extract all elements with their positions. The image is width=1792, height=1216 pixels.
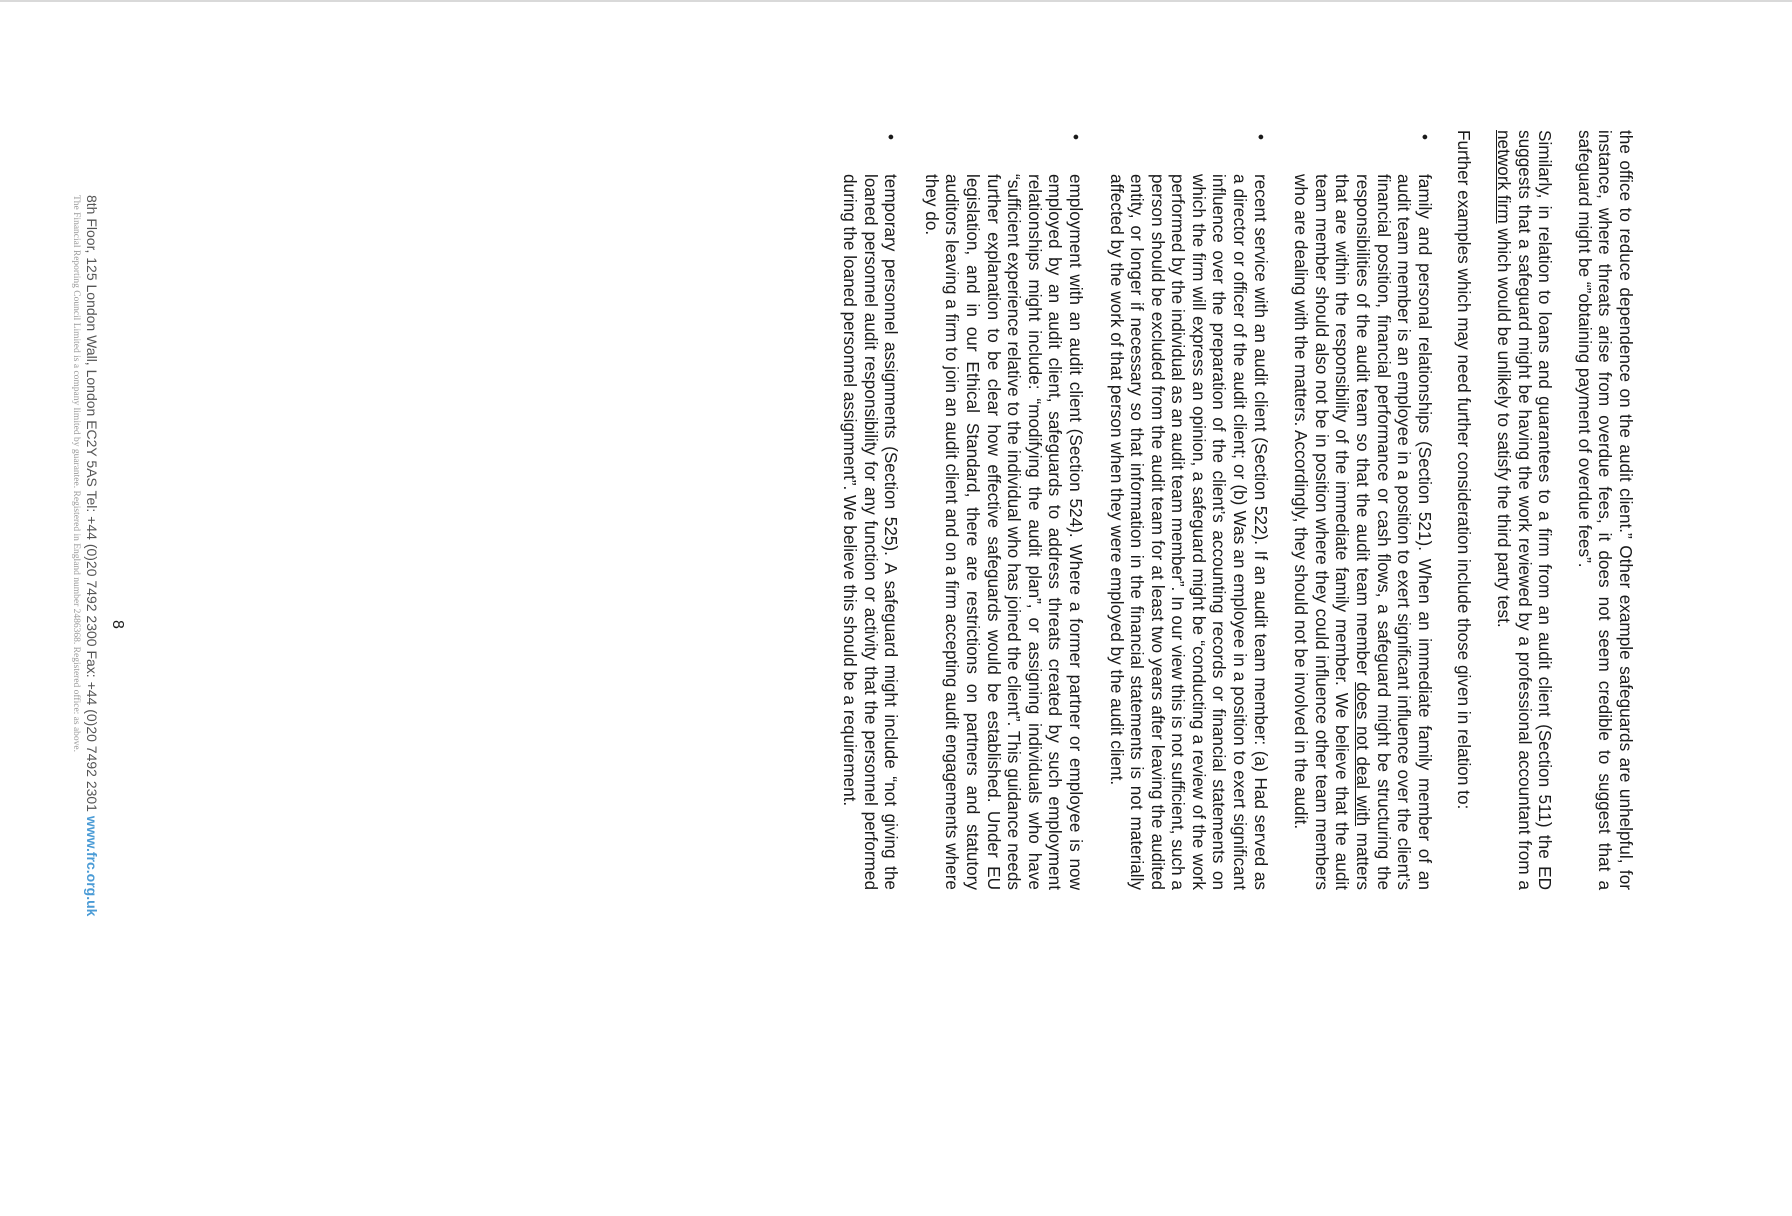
list-item-text: family and personal relationships (Section 521). When an immediate family member of an audit team member is an employee in a position to exert significant influence over the client’s financial position, financial performance or cash flows, a safeguard might be structuring the responsibilities of the audit team so that the audit team member [1353, 174, 1435, 890]
footer-contact-line [84, 195, 100, 1115]
list-item-recent-service [1106, 130, 1271, 890]
list-item-text-continued: matters that are within the responsibility of the immediate family member. We believe that the audit team member should also not be in position where they could influence other team members who are dealing with the matters. Accordingly, they should not be involved in the audit. [1291, 174, 1374, 890]
list-item-employment [921, 130, 1086, 890]
footer [68, 195, 100, 1115]
page-number: 8 [109, 620, 126, 629]
list-item-family-relationships [1291, 130, 1435, 890]
document-body [819, 130, 1636, 890]
list-item-text: recent service with an audit client (Section 522). If an audit team member: (a) Had served as a director or officer of the audit client; or (b) Was an employee in a position to exert significant influence over the preparation of the client’s accounting records or financial statements on which the firm will express an opinion, a safeguard might be “conducting a review of the work performed by the individual as an audit team member”. In our view this is not sufficient, such a person should be excluded from the audit team for at least two years after leaving the audited entity, or longer if necessary so that information in the financial statements is not materially affected by the work of that person when they were employed by the audit client. [1106, 174, 1271, 890]
similarly-paragraph [1493, 130, 1555, 890]
website-link[interactable]: www.frc.org.uk [84, 815, 100, 917]
bullet-icon: • [1250, 134, 1271, 141]
footer-legal-text: The Financial Reporting Council Limited is a company limited by guarantee. Registered in England number 2486368. Registered office: as above. [71, 195, 81, 753]
list-item-temporary-personnel [839, 130, 901, 890]
bullet-icon: • [1414, 134, 1435, 141]
footer-address: 8th Floor, 125 London Wall, London EC2Y 5AS Tel: +44 (0)20 7492 2300 Fax: +44 (0)20 7492 2301 [84, 195, 100, 816]
bullet-icon: • [881, 134, 902, 141]
examples-list [839, 130, 1434, 890]
list-item-text: employment with an audit client (Section 524). Where a former partner or employee is now employed by an audit client, safeguards to address threats created by such employment relationships might include: “modifying the audit plan”, or assigning individuals who have “sufficient experience relative to the individual who has joined the client”. This guidance needs further explanation to be clear how effective safeguards would be established. Under EU legislation, and in our Ethical Standard, there are restrictions on partners and statutory auditors leaving a firm to join an audit client and on a firm accepting audit engagements where they do. [921, 174, 1086, 890]
underlined-phrase: does not deal with [1353, 682, 1374, 827]
intro-paragraph: the office to reduce dependence on the audit client.” Other example safeguards are unhelpful, for instance, where threats arise from overdue fees, it does not seem credible to suggest that a safeguard might be “”obtaining payment of overdue fees”. [1574, 130, 1636, 890]
further-examples-paragraph: Further examples which may need further consideration include those given in relation to: [1454, 130, 1475, 810]
bullet-icon: • [1065, 134, 1086, 141]
list-item-text: temporary personnel assignments (Section 525). A safeguard might include “not giving the loaned personnel audit responsibility for any function or activity that the personnel performed during the loaned personnel assignment”. We believe this should be a requirement. [840, 174, 902, 890]
similarly-text-2: which would be unlikely to satisfy the third party test. [1494, 223, 1515, 628]
similarly-text-1: Similarly, in relation to loans and guarantees to a firm from an audit client (Section 511) the ED suggests that a safeguard might be having the work reviewed by a professional accountant from a [1514, 130, 1556, 890]
network-firm-term: network firm [1494, 130, 1515, 224]
